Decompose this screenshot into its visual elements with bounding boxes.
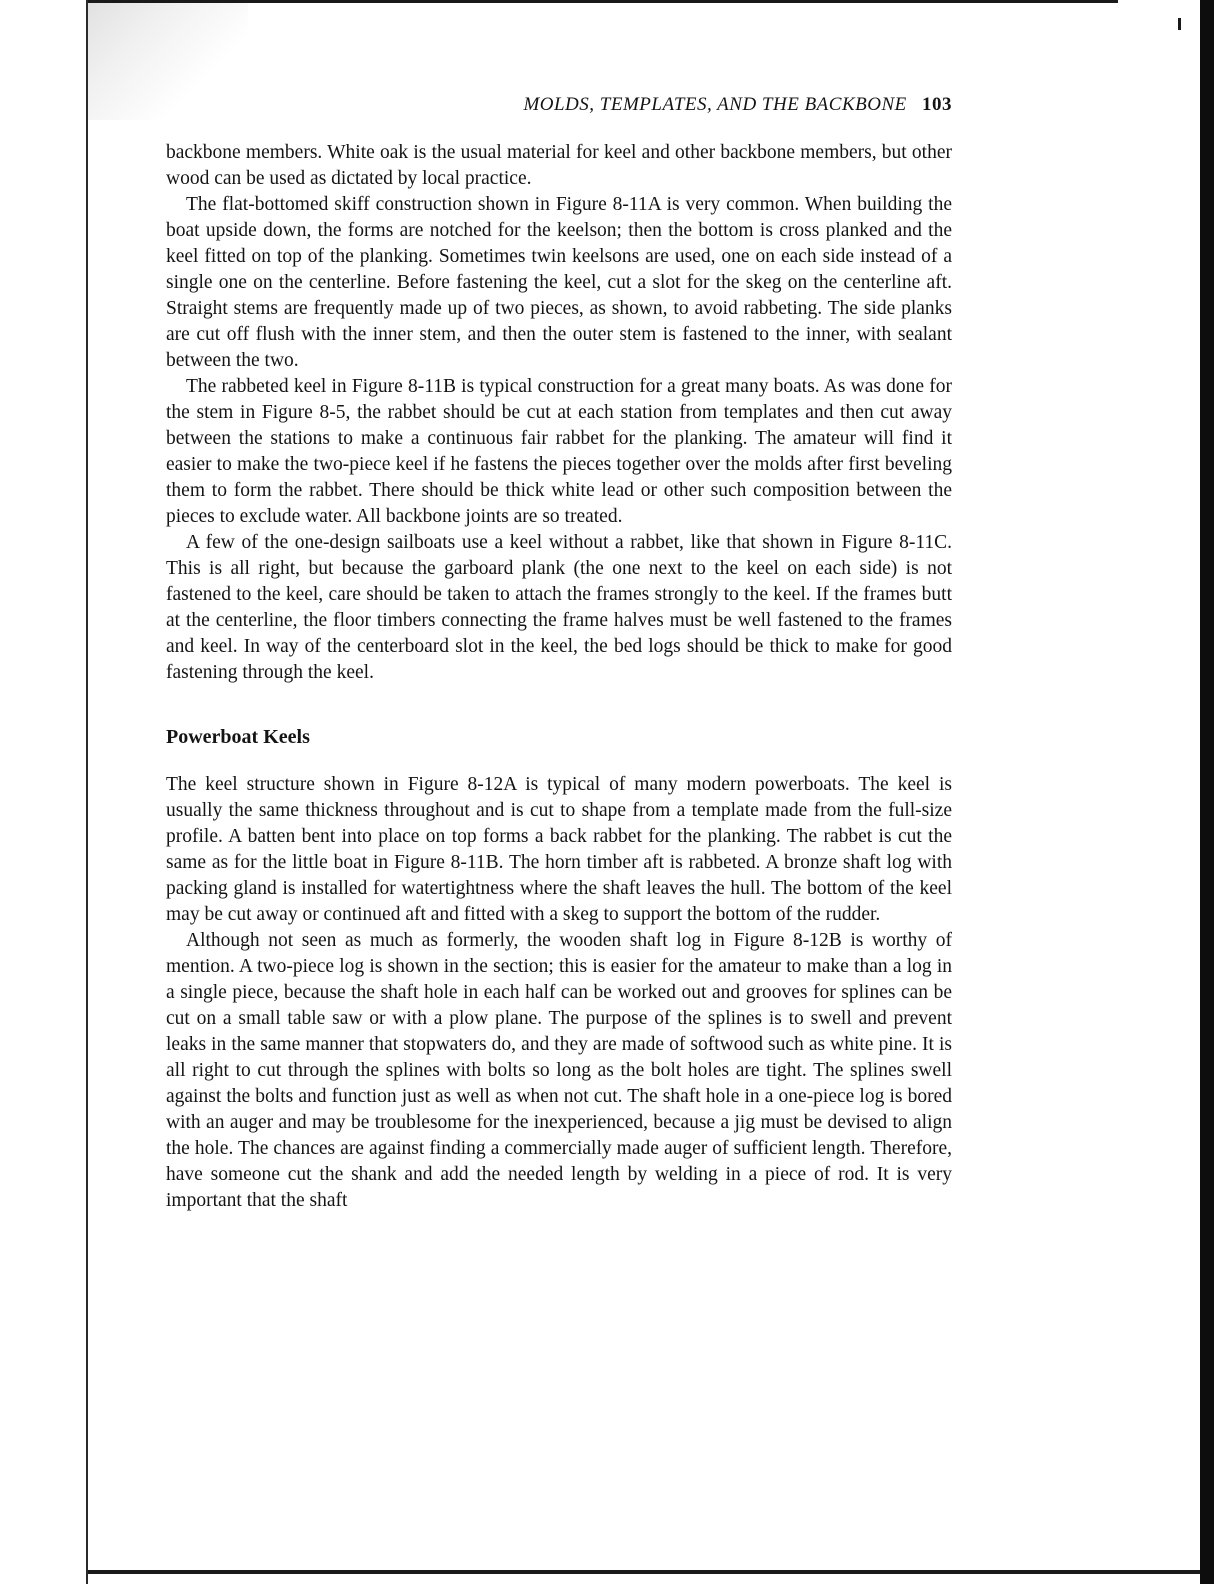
scan-mark: [1178, 18, 1181, 30]
running-head-title: MOLDS, TEMPLATES, AND THE BACKBONE: [523, 94, 907, 115]
section-heading: Powerboat Keels: [166, 726, 310, 748]
scan-edge-top: [88, 0, 1118, 3]
running-head: [166, 94, 952, 116]
paragraph: The flat-bottomed skiff construction shown in Figure 8-11A is very common. When building the boat upside down, the forms are notched for the keelson; then the bottom is cross planked and the keel fitted on top of the planking. Sometimes twin keelsons are used, one on each side instead of a single one on the centerline. Before fastening the keel, cut a slot for the skeg on the centerline aft. Straight stems are frequently made up of two pieces, as shown, to avoid rabbeting. The side planks are cut off flush with the inner stem, and then the outer stem is fastened to the inner, with sealant between the two.: [166, 194, 952, 371]
page-number: 103: [922, 94, 952, 115]
paragraph: The rabbeted keel in Figure 8-11B is typical construction for a great many boats. As was done for the stem in Figure 8-5, the rabbet should be cut at each station from templates and then cut away between the stations to make a continuous fair rabbet for the planking. The amateur will find it easier to make the two-piece keel if he fastens the pieces together over the molds after first beveling them to form the rabbet. There should be thick white lead or other such composition between the pieces to exclude water. All backbone joints are so treated.: [166, 376, 952, 527]
page-body: [166, 140, 952, 1214]
paragraph: A few of the one-design sailboats use a keel without a rabbet, like that shown in Figure 8-11C. This is all right, but because the garboard plank (the one next to the keel on each side) is not fastened to the keel, care should be taken to attach the frames strongly to the keel. If the frames butt at the centerline, the floor timbers connecting the frame halves must be well fastened to the frames and keel. In way of the centerboard slot in the keel, the bed logs should be thick to make for good fastening through the keel.: [166, 532, 952, 683]
paragraph: The keel structure shown in Figure 8-12A is typical of many modern powerboats. The keel is usually the same thickness throughout and is cut to shape from a template made from the full-size profile. A batten bent into place on top forms a back rabbet for the planking. The rabbet is cut the same as for the little boat in Figure 8-11B. The horn timber aft is rabbeted. A bronze shaft log with packing gland is installed for watertightness where the shaft leaves the hull. The bottom of the keel may be cut away or continued aft and fitted with a skeg to support the bottom of the rudder.: [166, 774, 952, 925]
scan-edge-left: [86, 0, 88, 1584]
paragraph: backbone members. White oak is the usual material for keel and other backbone members, but other wood can be used as dictated by local practice.: [166, 142, 952, 189]
scan-edge-right: [1200, 0, 1214, 1584]
paragraph: Although not seen as much as formerly, the wooden shaft log in Figure 8-12B is worthy of mention. A two-piece log is shown in the section; this is easier for the amateur to make than a log in a single piece, because the shaft hole in each half can be worked out and grooves for splines can be cut on a small table saw or with a plow plane. The purpose of the splines is to swell and prevent leaks in the same manner that stopwaters do, and they are made of softwood such as white pine. It is all right to cut through the splines with bolts so long as the bolt holes are tight. The splines swell against the bolts and function just as well as when not cut. The shaft hole in a one-piece log is bored with an auger and may be troublesome for the inexperienced, because a jig must be devised to align the hole. The chances are against finding a commercially made auger of sufficient length. Therefore, have someone cut the shank and add the needed length by welding in a piece of rod. It is very important that the shaft: [166, 930, 952, 1211]
scan-edge-bottom: [88, 1570, 1200, 1574]
